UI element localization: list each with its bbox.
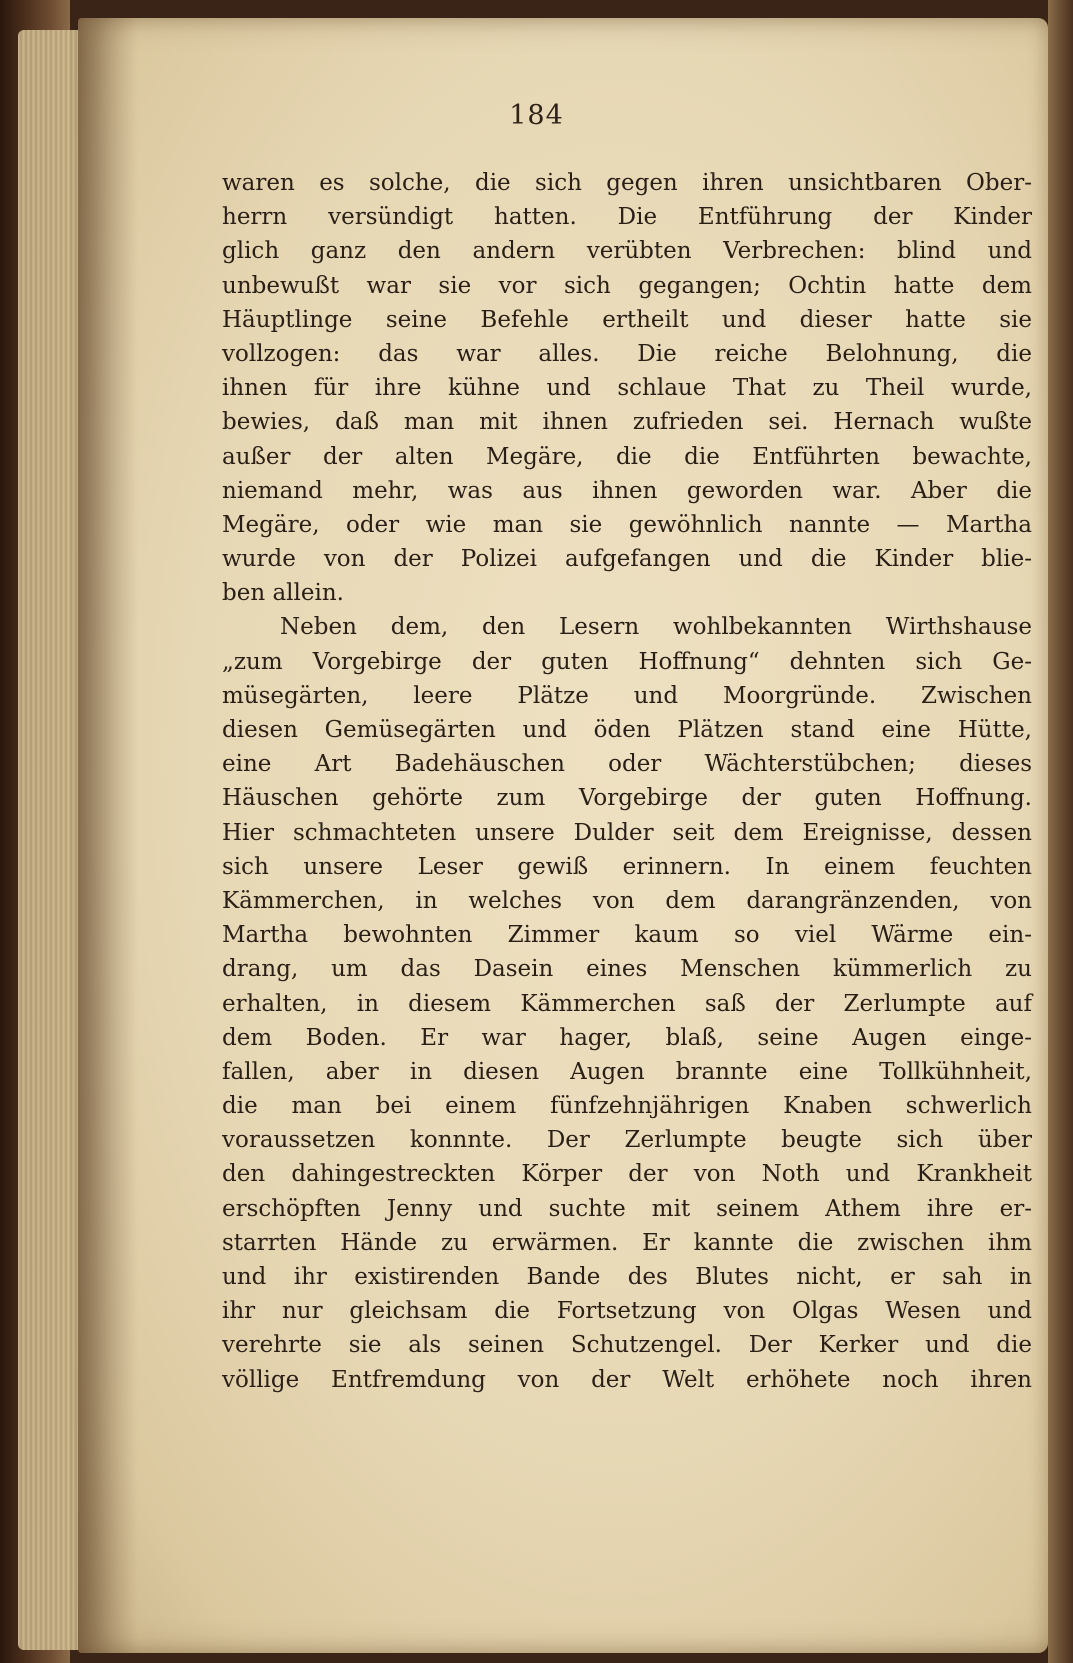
text-line: außer der alten Megäre, die die Entführten bewachte, xyxy=(222,443,1032,470)
text-line: die man bei einem fünfzehnjährigen Knaben schwerlich xyxy=(222,1093,1032,1120)
text-line: Kämmerchen, in welches von dem darangränzenden, von xyxy=(222,887,1032,914)
text-line: diesen Gemüsegärten und öden Plätzen stand eine Hütte, xyxy=(222,717,1032,743)
text-line: herrn versündigt hatten. Die Entführung der Kinder xyxy=(222,204,1032,231)
text-line: erschöpften Jenny und suchte mit seinem Athem ihre er- xyxy=(222,1195,1032,1222)
text-line: den dahingestreckten Körper der von Noth und Krankheit xyxy=(222,1161,1032,1188)
text-line: Neben dem, den Lesern wohlbekannten Wirthshause xyxy=(280,614,1032,641)
text-line: Megäre, oder wie man sie gewöhnlich nannte — Martha xyxy=(222,511,1032,538)
text-line: starrten Hände zu erwärmen. Er kannte die zwischen ihm xyxy=(222,1229,1032,1256)
text-line: wurde von der Polizei aufgefangen und die Kinder blie- xyxy=(222,546,1032,573)
text-line: drang, um das Dasein eines Menschen kümmerlich zu xyxy=(222,956,1032,983)
text-line: vollzogen: das war alles. Die reiche Belohnung, die xyxy=(222,340,1032,367)
text-line: verehrte sie als seinen Schutzengel. Der Kerker und die xyxy=(222,1332,1032,1359)
text-line: waren es solche, die sich gegen ihren unsichtbaren Ober- xyxy=(222,170,1032,196)
text-line: ben allein. xyxy=(222,580,344,607)
text-line: ihr nur gleichsam die Fortsetzung von Olgas Wesen und xyxy=(222,1298,1032,1325)
text-line: voraussetzen konnnte. Der Zerlumpte beugte sich über xyxy=(222,1127,1032,1154)
text-line: müsegärten, leere Plätze und Moorgründe. Zwischen xyxy=(222,682,1032,709)
text-line: Häuschen gehörte zum Vorgebirge der guten Hoffnung. xyxy=(222,785,1032,812)
text-line: Häuptlinge seine Befehle ertheilt und dieser hatte sie xyxy=(222,306,1032,333)
page-number: 184 xyxy=(509,100,564,131)
text-line: „zum Vorgebirge der guten Hoffnung“ dehnten sich Ge- xyxy=(222,648,1032,675)
text-line: fallen, aber in diesen Augen brannte eine Tollkühnheit, xyxy=(222,1058,1032,1085)
text-line: sich unsere Leser gewiß erinnern. In einem feuchten xyxy=(222,853,1032,880)
text-line: völlige Entfremdung von der Welt erhöhete noch ihren xyxy=(222,1366,1032,1393)
text-line: dem Boden. Er war hager, blaß, seine Augen einge- xyxy=(222,1024,1032,1051)
text-line: unbewußt war sie vor sich gegangen; Ochtin hatte dem xyxy=(222,272,1032,299)
text-line: bewies, daß man mit ihnen zufrieden sei. Hernach wußte xyxy=(222,409,1032,436)
text-line: niemand mehr, was aus ihnen geworden war. Aber die xyxy=(222,477,1032,504)
text-line: Hier schmachteten unsere Dulder seit dem Ereignisse, dessen xyxy=(222,819,1032,846)
text-line: Martha bewohnten Zimmer kaum so viel Wärme ein- xyxy=(222,922,1032,949)
text-line: erhalten, in diesem Kämmerchen saß der Zerlumpte auf xyxy=(222,990,1032,1017)
body-text xyxy=(222,166,1032,1397)
text-line: glich ganz den andern verübten Verbrechen: blind und xyxy=(222,238,1032,265)
text-line: ihnen für ihre kühne und schlaue That zu Theil wurde, xyxy=(222,375,1032,402)
text-line: eine Art Badehäuschen oder Wächterstübchen; dieses xyxy=(222,751,1032,778)
text-line: und ihr existirenden Bande des Blutes nicht, er sah in xyxy=(222,1264,1032,1290)
scan-right-edge xyxy=(1048,0,1073,1663)
